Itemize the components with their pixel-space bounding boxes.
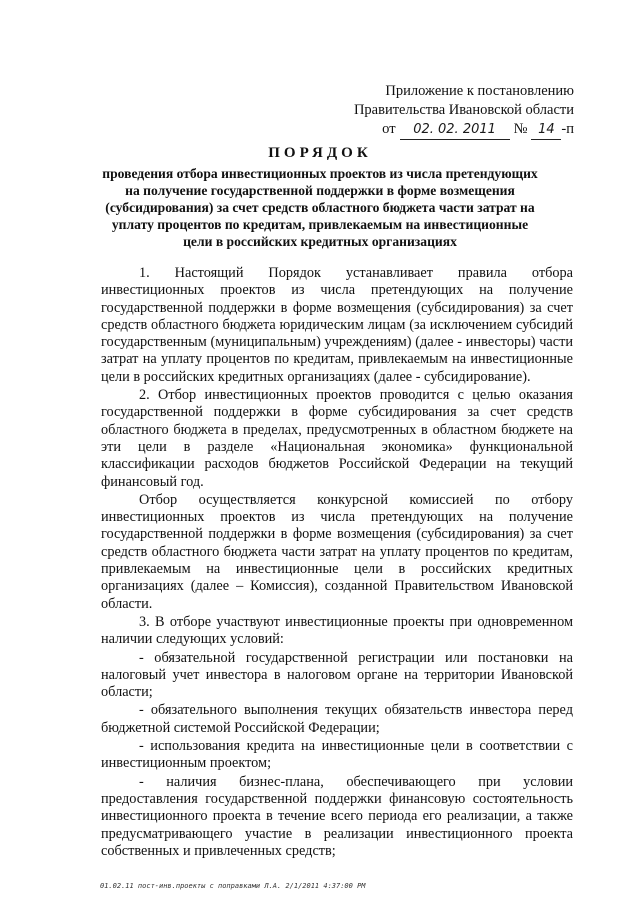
condition-item-3: - использования кредита на инвестиционные цели в соответствии с инвестиционным проектом;	[101, 738, 573, 772]
document-body	[101, 265, 573, 860]
handwritten-date: 02. 02. 2011	[400, 120, 510, 140]
condition-item-1: - обязательной государственной регистрации или постановки на налоговый учет инвестора в налоговом органе на территории Ивановской области;	[101, 649, 573, 701]
appendix-line-2: Правительства Ивановской области	[353, 102, 574, 118]
paragraph-1: 1. Настоящий Порядок устанавливает правила отбора инвестиционных проектов из числа претендующих на получение государственной поддержки в форме возмещения (субсидирования) за счет средств областного бюджета юридическим лицам (за исключением субсидий государственным (муниципальным) учреждениям) (далее - инвесторы) части затрат на уплату процентов по кредитам, привлекаемым на инвестиционные цели в российских кредитных организациях (далее - субсидирование).	[101, 265, 573, 385]
paragraph-2: 2. Отбор инвестиционных проектов проводится с целью оказания государственной поддержки в форме субсидирования за счет средств областного бюджета в пределах, предусмотренных в областном бюджете на эти цели в разделе «Национальная экономика» функциональной классификации расходов бюджетов Российской Федерации на текущий финансовый год.	[101, 387, 573, 490]
handwritten-number: 14	[531, 120, 561, 140]
appendix-header	[334, 82, 574, 140]
from-label: от	[382, 121, 396, 137]
condition-item-2: - обязательного выполнения текущих обязательств инвестора перед бюджетной системой Российской Федерации;	[101, 702, 573, 736]
number-suffix: -п	[561, 121, 574, 137]
file-footer: 01.02.11 пост-инв.проекты с поправками Л.А. 2/1/2011 4:37:00 PM	[100, 882, 366, 890]
condition-item-4: - наличия бизнес-плана, обеспечивающего при условии предоставления государственной поддержки финансовую состоятельность инвестиционного проекта в течение всего периода его реализации, а также предусматривающего участие в реализации инвестиционного проекта собственных и привлеченных средств;	[101, 773, 573, 859]
document-title: ПОРЯДОК	[268, 145, 372, 161]
appendix-line-1: Приложение к постановлению	[385, 83, 574, 99]
appendix-date-number-line	[334, 120, 574, 140]
number-label: №	[513, 121, 528, 137]
paragraph-3: Отбор осуществляется конкурсной комиссией по отбору инвестиционных проектов из числа претендующих на получение государственной поддержки в форме возмещения (субсидирования) за счет средств областного бюджета части затрат на уплату процентов по кредитам, привлекаемым на инвестиционные цели в российских кредитных организациях (далее – Комиссия), созданной Правительством Ивановской области.	[101, 491, 573, 612]
document-subtitle: проведения отбора инвестиционных проектов из числа претендующих на получение государственной поддержки в форме возмещения (субсидирования) за счет средств областного бюджета части затрат на уплату процентов по кредитам, привлекаемым на инвестиционные цели в российских кредитных организациях	[102, 166, 538, 249]
paragraph-4: 3. В отборе участвуют инвестиционные проекты при одновременном наличии следующих условий:	[101, 613, 573, 648]
